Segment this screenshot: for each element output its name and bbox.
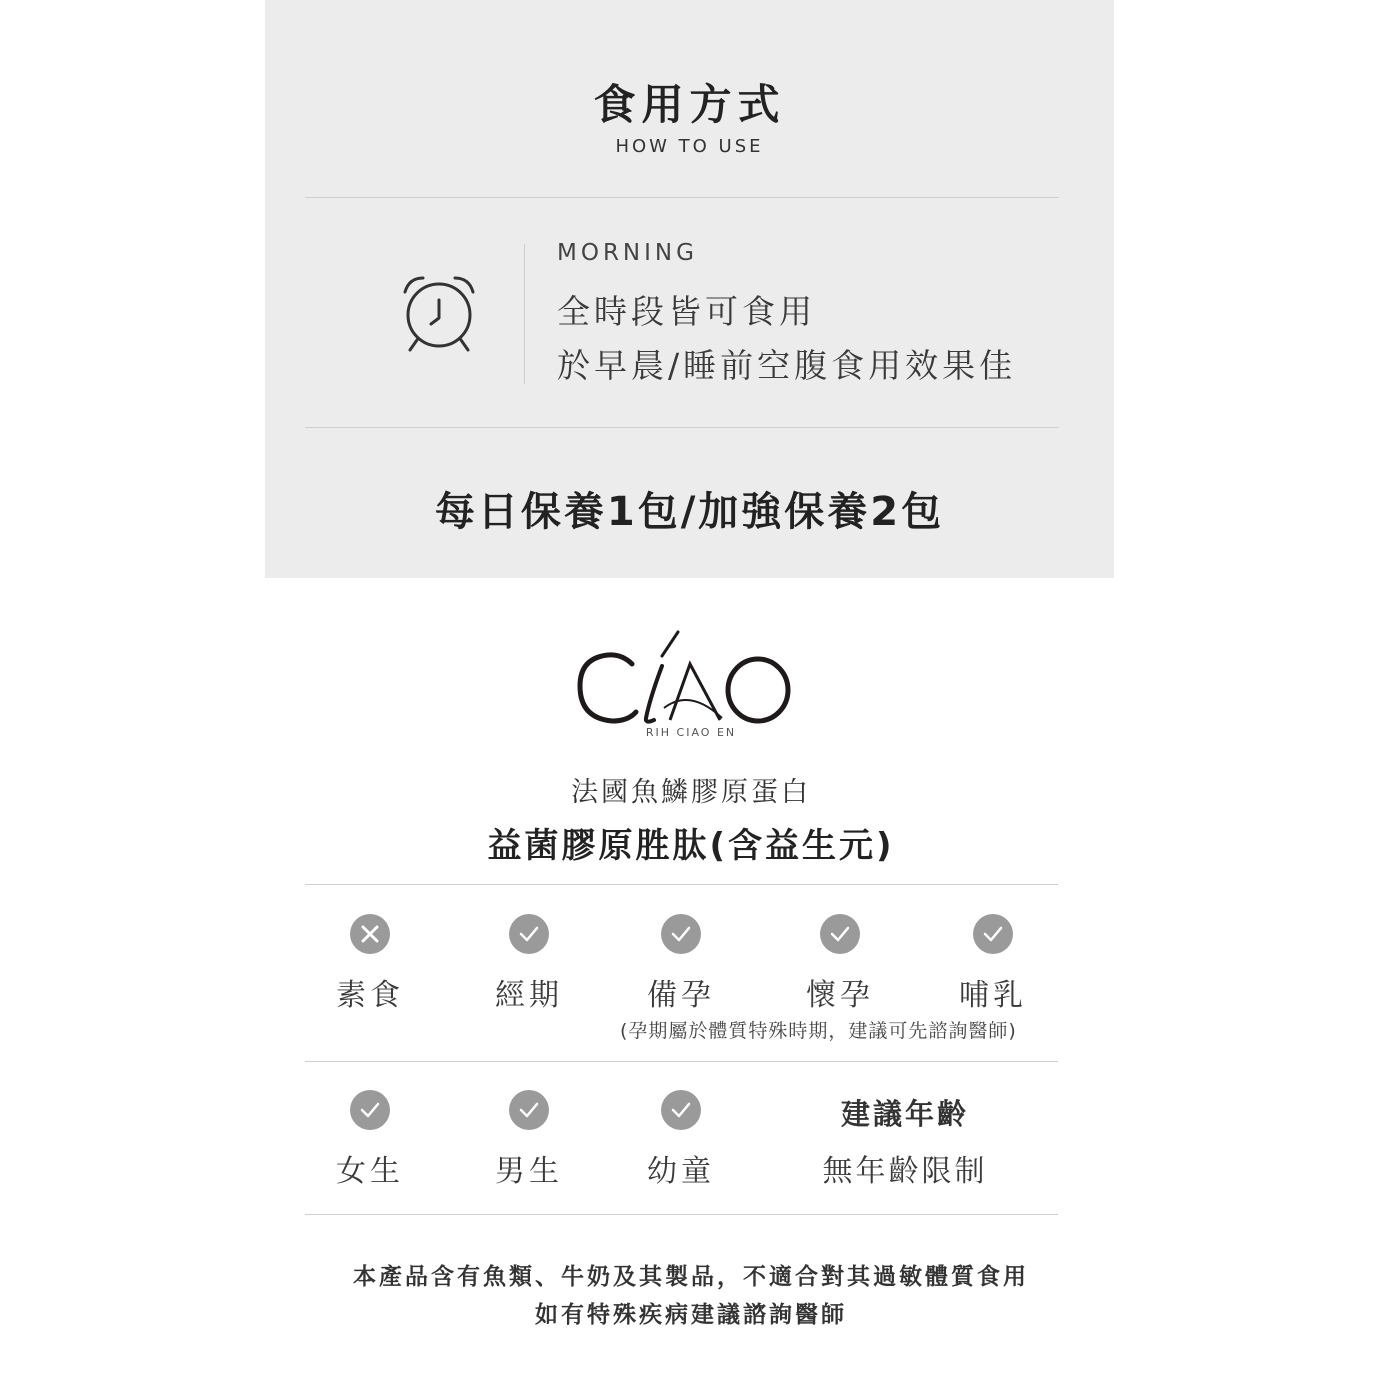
divider	[305, 1061, 1058, 1062]
cross-badge-icon	[350, 914, 390, 954]
check-badge-icon	[820, 914, 860, 954]
check-badge-icon	[973, 914, 1013, 954]
brand-logo	[570, 628, 800, 728]
pregnancy-note: (孕期屬於體質特殊時期，建議可先諮詢醫師)	[620, 1020, 1017, 1042]
check-badge-icon	[661, 1090, 701, 1130]
vertical-divider	[524, 244, 525, 384]
check-badge-icon	[661, 914, 701, 954]
usage-label-vegetarian: 素食	[336, 978, 404, 1013]
usage-label-pre-pregnancy: 備孕	[647, 978, 715, 1013]
usage-label-women: 女生	[336, 1154, 404, 1189]
how-to-use-panel	[265, 0, 1114, 578]
timing-label: MORNING	[557, 240, 698, 266]
divider	[305, 1214, 1058, 1215]
divider	[305, 884, 1058, 885]
brand-subtext: RIH CIAO EN	[645, 726, 737, 739]
dosage-text: 每日保養1包/加強保養2包	[434, 489, 945, 535]
usage-label-pregnancy: 懷孕	[806, 978, 874, 1013]
age-title: 建議年齡	[840, 1097, 969, 1131]
usage-label-children: 幼童	[647, 1154, 715, 1189]
timing-line-1: 全時段皆可食用	[557, 292, 816, 331]
usage-label-menstruation: 經期	[495, 978, 563, 1013]
divider	[305, 427, 1059, 428]
medical-advice: 如有特殊疾病建議諮詢醫師	[535, 1302, 847, 1328]
product-name-line-1: 法國魚鱗膠原蛋白	[571, 777, 811, 808]
age-value: 無年齡限制	[822, 1154, 988, 1189]
section-subtitle: HOW TO USE	[615, 136, 764, 157]
usage-label-men: 男生	[495, 1154, 563, 1189]
product-name-line-2: 益菌膠原胜肽(含益生元)	[487, 826, 895, 866]
timing-line-2: 於早晨/睡前空腹食用效果佳	[557, 346, 1017, 385]
divider	[305, 197, 1059, 198]
check-badge-icon	[509, 914, 549, 954]
section-title: 食用方式	[593, 80, 786, 129]
usage-label-breastfeeding: 哺乳	[959, 978, 1027, 1013]
check-badge-icon	[509, 1090, 549, 1130]
allergy-warning: 本產品含有魚類、牛奶及其製品，不適合對其過敏體質食用	[353, 1264, 1029, 1290]
check-badge-icon	[350, 1090, 390, 1130]
alarm-clock-icon	[395, 270, 485, 360]
